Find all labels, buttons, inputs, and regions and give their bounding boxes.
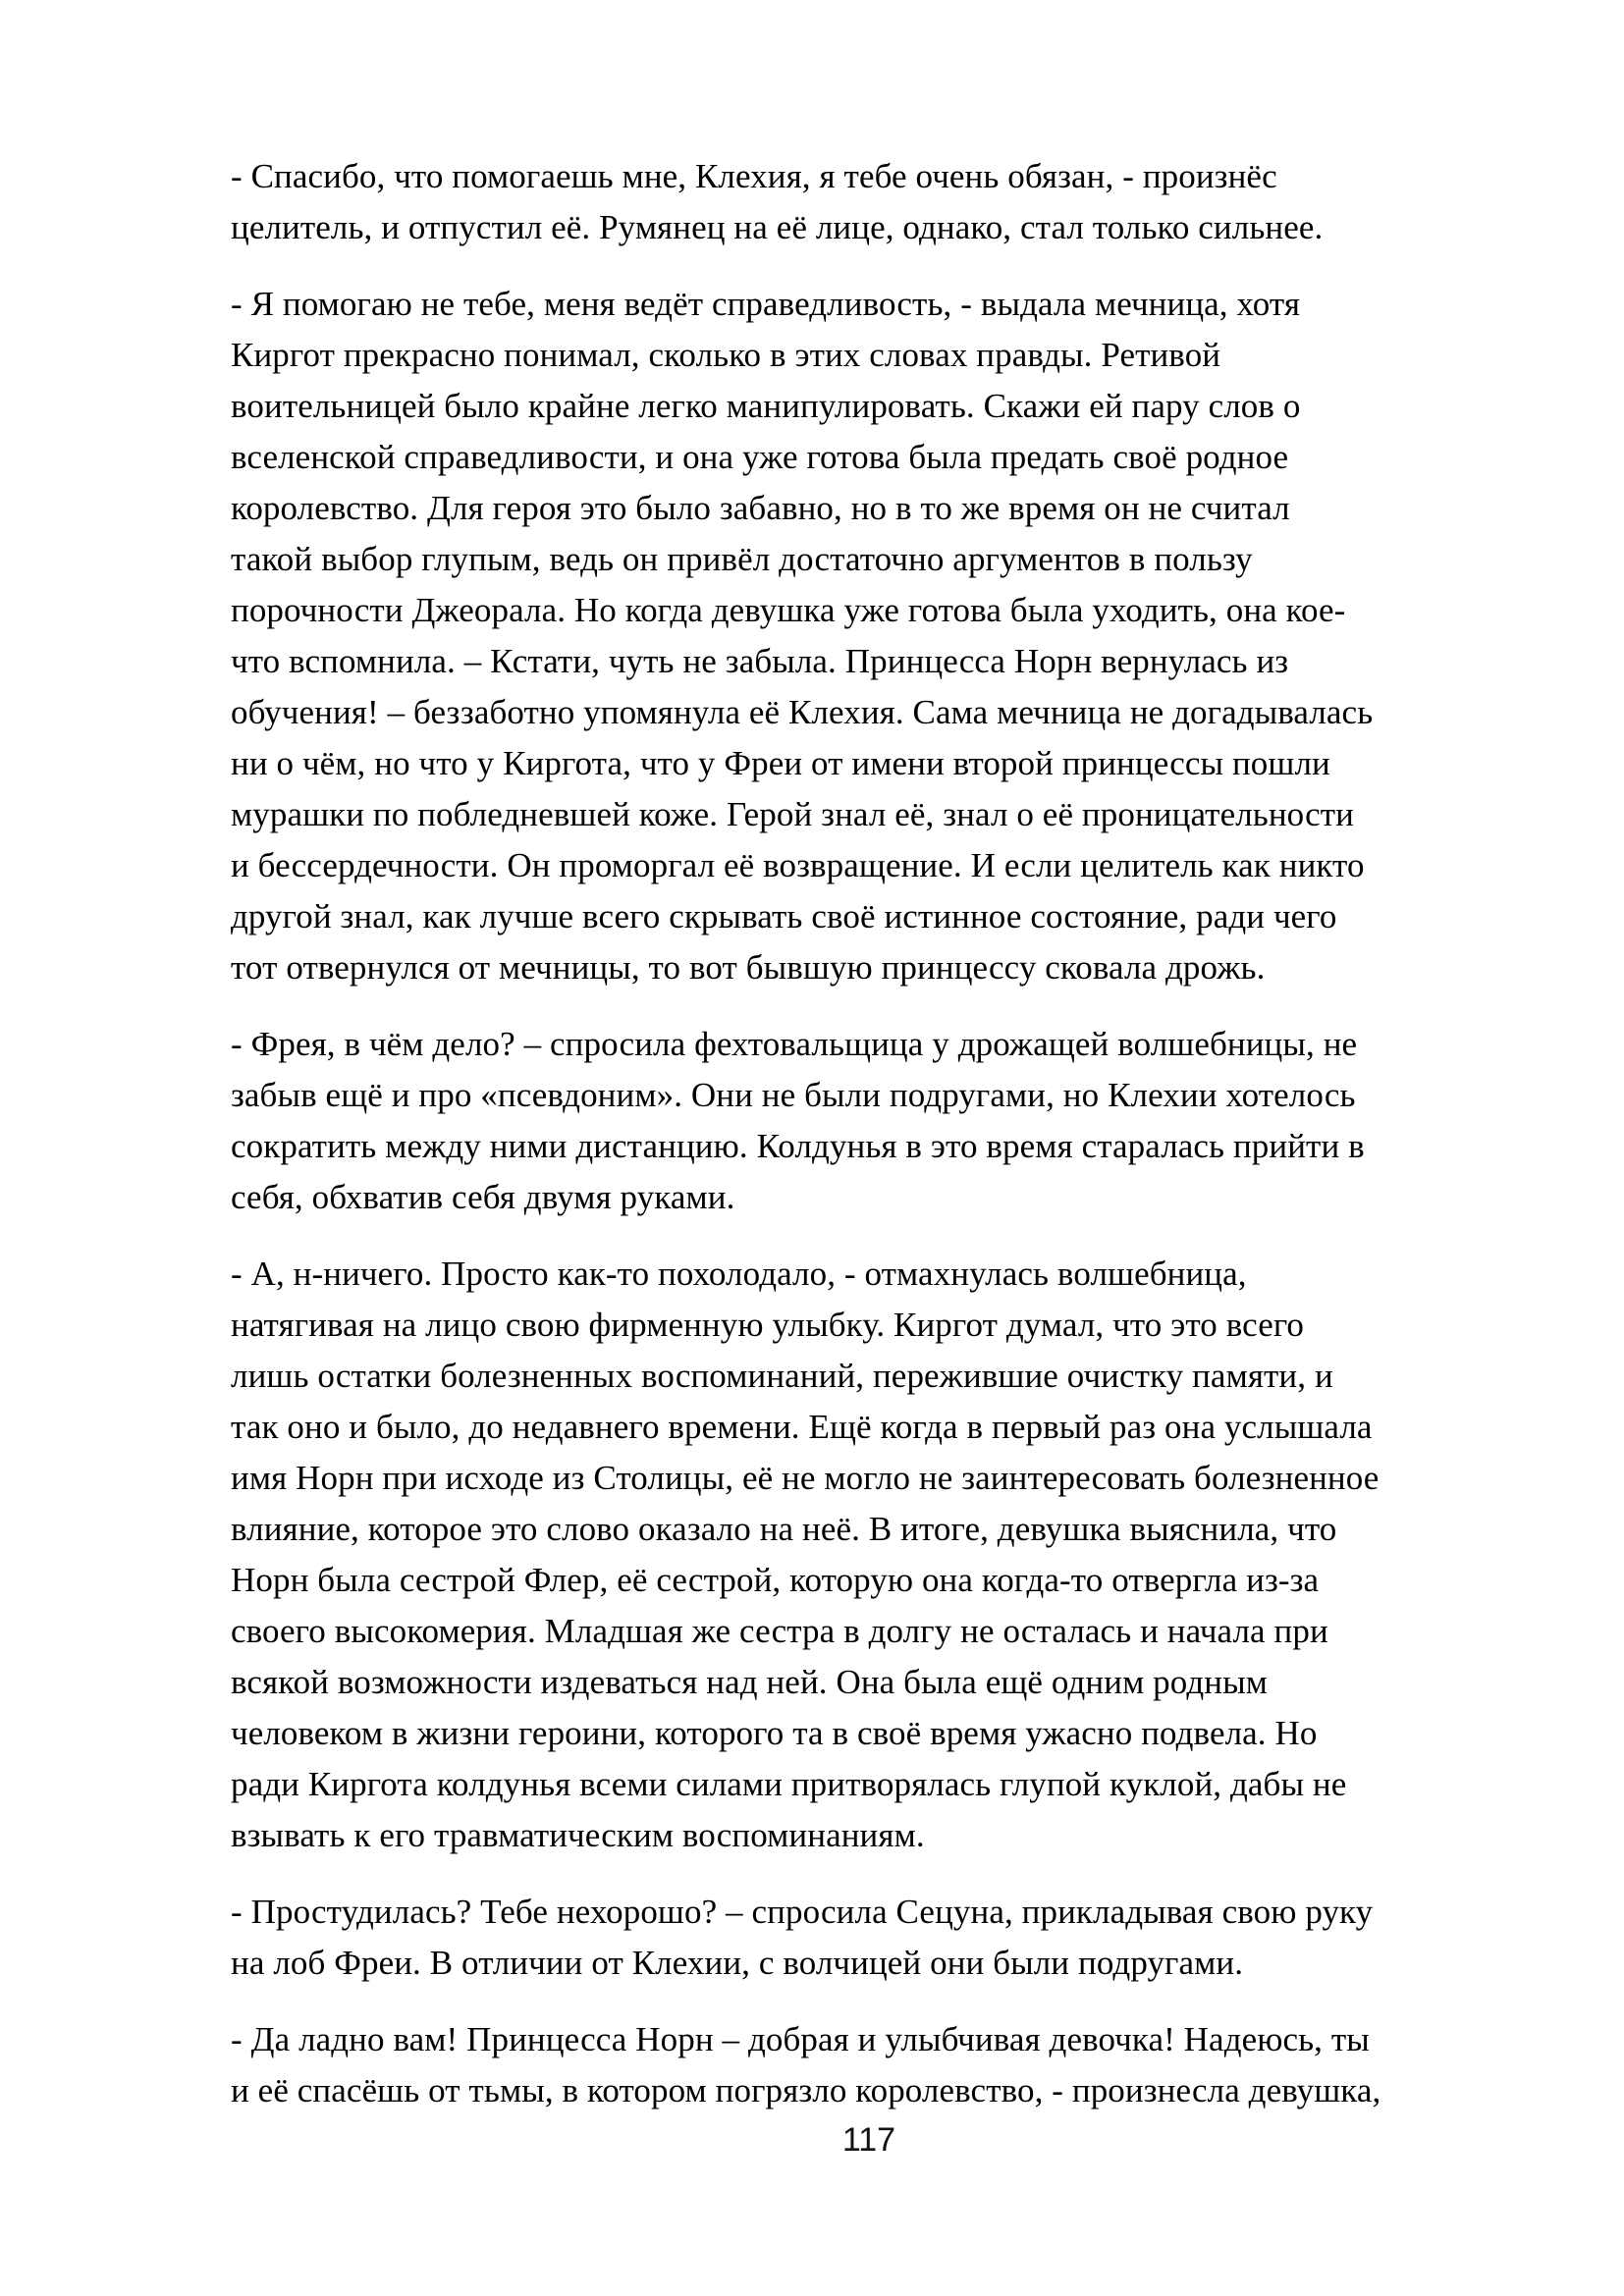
text-line: воительницей было крайне легко манипулировать. Скажи ей пару слов о [231,387,1301,425]
text-line: тот отвернулся от мечницы, то вот бывшую принцессу сковала дрожь. [231,948,1266,987]
text-line: ни о чём, но что у Киргота, что у Фреи от имени второй принцессы пошли [231,744,1330,782]
text-line: обучения! – беззаботно упомянула её Клехия. Сама мечница не догадывалась [231,693,1374,731]
text-line: - Простудилась? Тебе нехорошо? – спросила Сецуна, прикладывая свою руку [231,1893,1374,1931]
paragraph [231,1249,1596,1861]
paragraph [231,2014,1596,2116]
text-line: лишь остатки болезненных воспоминаний, пережившие очистку памяти, и [231,1357,1333,1395]
text-line: взывать к его травматическим воспоминаниям. [231,1816,925,1854]
text-line: такой выбор глупым, ведь он привёл достаточно аргументов в пользу [231,540,1253,578]
paragraph [231,279,1596,993]
text-line: - Я помогаю не тебе, меня ведёт справедливость, - выдала мечница, хотя [231,285,1301,323]
text-line: забыв ещё и про «псевдоним». Они не были подругами, но Клехии хотелось [231,1076,1356,1114]
text-line: - Фрея, в чём дело? – спросила фехтовальщица у дрожащей волшебницы, не [231,1025,1358,1063]
text-line: ради Киргота колдунья всеми силами притворялась глупой куклой, дабы не [231,1765,1347,1803]
text-line: и бессердечности. Он проморгал её возвращение. И если целитель как никто [231,846,1365,884]
text-line: имя Норн при исходе из Столицы, её не могло не заинтересовать болезненное [231,1459,1380,1497]
text-line: себя, обхватив себя двумя руками. [231,1178,735,1216]
page-body [231,151,1596,2142]
text-line: - Да ладно вам! Принцесса Норн – добрая и улыбчивая девочка! Надеюсь, ты [231,2020,1370,2058]
text-line: - Спасибо, что помогаешь мне, Клехия, я тебе очень обязан, - произнёс [231,157,1277,195]
page-number: 117 [841,2121,896,2159]
text-line: человеком в жизни героини, которого та в своё время ужасно подвела. Но [231,1714,1318,1752]
text-line: что вспомнила. – Кстати, чуть не забыла. Принцесса Норн вернулась из [231,642,1289,680]
text-line: Киргот прекрасно понимал, сколько в этих словах правды. Ретивой [231,336,1221,374]
text-line: вселенской справедливости, и она уже готова была предать своё родное [231,438,1289,476]
text-line: так оно и было, до недавнего времени. Ещё когда в первый раз она услышала [231,1408,1373,1446]
paragraph [231,151,1596,253]
text-line: и её спасёшь от тьмы, в котором погрязло королевство, - произнесла девушка, [231,2071,1381,2109]
text-line: на лоб Фреи. В отличии от Клехии, с волчицей они были подругами. [231,1944,1244,1982]
text-line: натягивая на лицо свою фирменную улыбку. Киргот думал, что это всего [231,1306,1305,1344]
text-line: другой знал, как лучше всего скрывать своё истинное состояние, ради чего [231,897,1337,935]
text-line: всякой возможности издеваться над ней. Она была ещё одним родным [231,1663,1268,1701]
text-line: сократить между ними дистанцию. Колдунья в это время старалась прийти в [231,1127,1365,1165]
text-line: своего высокомерия. Младшая же сестра в долгу не осталась и начала при [231,1612,1328,1650]
text-line: мурашки по побледневшей коже. Герой знал её, знал о её проницательности [231,795,1355,833]
text-line: - А, н-ничего. Просто как-то похолодало, - отмахнулась волшебница, [231,1255,1247,1293]
paragraph [231,1019,1596,1223]
text-line: целитель, и отпустил её. Румянец на её лице, однако, стал только сильнее. [231,208,1324,246]
text-line: Норн была сестрой Флер, её сестрой, которую она когда-то отвергла из-за [231,1561,1320,1599]
text-line: порочности Джеорала. Но когда девушка уже готова была уходить, она кое- [231,591,1346,629]
text-line: влияние, которое это слово оказало на неё. В итоге, девушка выяснила, что [231,1510,1337,1548]
text-line: королевство. Для героя это было забавно, но в то же время он не считал [231,489,1290,527]
paragraph [231,1887,1596,1989]
